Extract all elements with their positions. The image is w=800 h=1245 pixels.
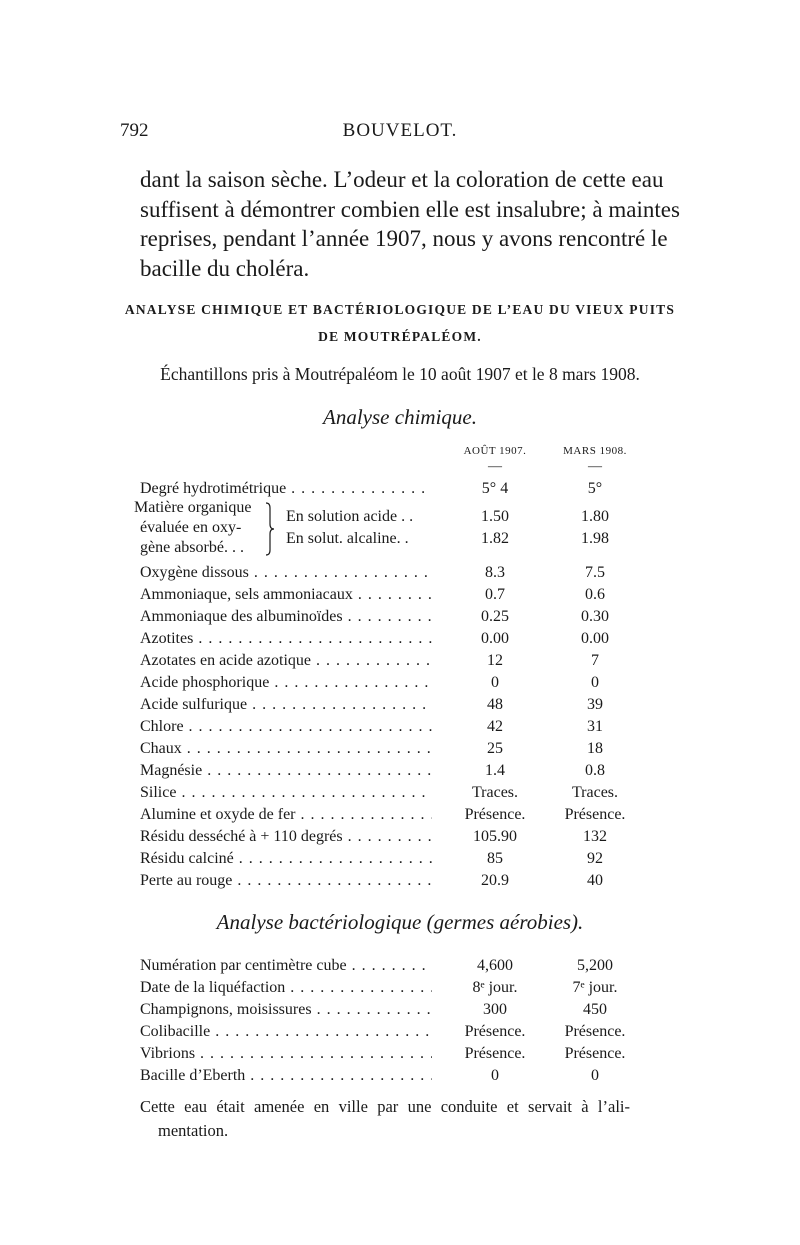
value-mars-1908: Traces. xyxy=(571,784,619,801)
intro-line: suffisent à démontrer combien elle est insalubre; à maintes xyxy=(140,196,680,222)
page-number: 792 xyxy=(120,120,149,141)
table-row xyxy=(140,870,630,891)
table-row xyxy=(140,606,630,627)
organic-label-line: Matière organique xyxy=(134,499,252,516)
row-label: Résidu calciné . . . xyxy=(140,848,432,869)
row-label: Colibacille . . . xyxy=(140,1021,432,1042)
value-aout-1907: 48 xyxy=(487,696,503,713)
row-label: Chaux . . . xyxy=(140,738,432,759)
value-mars-1908: 0 xyxy=(591,674,599,691)
value-mars-1908: 0.30 xyxy=(581,608,609,625)
intro-paragraph xyxy=(140,165,680,283)
value-mars-1908: 92 xyxy=(587,850,603,867)
value-aout-1907: 8.3 xyxy=(485,564,505,581)
value-aout-1907: 1.50 xyxy=(481,508,509,525)
value-mars-1908: 1.80 xyxy=(581,508,609,525)
table-row xyxy=(140,977,630,998)
row-label: Perte au rouge . . . xyxy=(140,870,432,891)
value-aout-1907: 1.4 xyxy=(485,762,505,779)
row-label: Acide sulfurique . . . xyxy=(140,694,432,715)
section-heading-line2: DE MOUTRÉPALÉOM. xyxy=(318,329,482,344)
row-label: Alumine et oxyde de fer . . . xyxy=(140,804,432,825)
value-aout-1907: 42 xyxy=(487,718,503,735)
table-row xyxy=(140,628,630,649)
value-aout-1907: Traces. xyxy=(471,784,519,801)
value-mars-1908: Présence. xyxy=(564,1045,626,1062)
row-label: Résidu desséché à + 110 degrés . . . xyxy=(140,826,432,847)
value-aout-1907: 4,600 xyxy=(477,957,513,974)
table-row xyxy=(140,1021,630,1042)
value-mars-1908: 0.00 xyxy=(581,630,609,647)
row-label: Vibrions . . . xyxy=(140,1043,432,1064)
value-aout-1907: 0.25 xyxy=(481,608,509,625)
closing-note xyxy=(140,1095,630,1143)
value-mars-1908: 1.98 xyxy=(581,530,609,547)
value-mars-1908: 31 xyxy=(587,718,603,735)
row-label: Champignons, moisissures . . . xyxy=(140,999,432,1020)
running-title: BOUVELOT. xyxy=(342,120,458,141)
value-mars-1908: 7.5 xyxy=(585,564,605,581)
value-aout-1907: 105.90 xyxy=(473,828,517,845)
row-label: Acide phosphorique . . . xyxy=(140,672,432,693)
value-mars-1908: 132 xyxy=(583,828,607,845)
value-mars-1908: Présence. xyxy=(564,1023,626,1040)
value-aout-1907: 5° 4 xyxy=(481,480,509,497)
table-row xyxy=(140,650,630,671)
value-mars-1908: 40 xyxy=(587,872,603,889)
row-label: Oxygène dissous . . . xyxy=(140,562,432,583)
closing-line: Cette eau était amenée en ville par une conduite et servait à l’ali- xyxy=(140,1097,630,1116)
chemical-analysis-title: Analyse chimique. xyxy=(323,405,477,429)
value-mars-1908: 7ᵉ jour. xyxy=(572,979,618,996)
table-row xyxy=(140,1065,630,1086)
value-mars-1908: 5° xyxy=(587,480,603,497)
value-aout-1907: 300 xyxy=(483,1001,507,1018)
organic-label-line: évaluée en oxy- xyxy=(140,519,242,536)
value-aout-1907: 0.7 xyxy=(485,586,505,603)
value-mars-1908: 0 xyxy=(591,1067,599,1084)
value-mars-1908: 18 xyxy=(587,740,603,757)
organic-matter-group xyxy=(134,498,630,560)
row-label: Numération par centimètre cube . . . xyxy=(140,955,432,976)
column-rule: — xyxy=(588,459,602,474)
row-label: Ammoniaque des albuminoïdes . . . xyxy=(140,606,432,627)
value-aout-1907: 0 xyxy=(491,1067,499,1084)
value-aout-1907: 25 xyxy=(487,740,503,757)
column-header-aout-1907: AOÛT 1907. xyxy=(463,445,527,457)
value-mars-1908: 7 xyxy=(591,652,599,669)
value-mars-1908: 39 xyxy=(587,696,603,713)
table-row xyxy=(140,584,630,605)
table-row xyxy=(140,955,630,976)
table-row xyxy=(140,1043,630,1064)
value-aout-1907: Présence. xyxy=(464,1045,526,1062)
row-label: Magnésie . . . xyxy=(140,760,432,781)
table-row xyxy=(140,804,630,825)
table-row xyxy=(140,848,630,869)
row-label: Bacille d’Eberth . . . xyxy=(140,1065,432,1086)
closing-line: mentation. xyxy=(158,1121,229,1140)
row-label: Chlore . . . xyxy=(140,716,432,737)
value-aout-1907: 12 xyxy=(487,652,503,669)
organic-sub-label: En solut. alcaline. . xyxy=(286,530,409,547)
row-label: Azotates en acide azotique . . . xyxy=(140,650,432,671)
value-mars-1908: 450 xyxy=(583,1001,607,1018)
value-mars-1908: Présence. xyxy=(564,806,626,823)
samples-note: Échantillons pris à Moutrépaléom le 10 août 1907 et le 8 mars 1908. xyxy=(160,364,640,384)
column-rule: — xyxy=(488,459,502,474)
value-aout-1907: 1.82 xyxy=(481,530,509,547)
organic-label-line: gène absorbé. . . xyxy=(140,539,244,556)
row-label: Degré hydrotimétrique . . . xyxy=(140,478,432,499)
brace-icon xyxy=(264,502,276,556)
column-header-mars-1908: MARS 1908. xyxy=(563,445,627,457)
value-aout-1907: 0 xyxy=(491,674,499,691)
row-label: Date de la liquéfaction . . . xyxy=(140,977,432,998)
table-row xyxy=(140,694,630,715)
value-mars-1908: 0.6 xyxy=(585,586,605,603)
section-heading-line1: ANALYSE CHIMIQUE ET BACTÉRIOLOGIQUE DE L’EAU DU VIEUX PUITS xyxy=(124,302,676,317)
organic-sub-label: En solution acide . . xyxy=(286,508,414,525)
table-row xyxy=(140,562,630,583)
table-row xyxy=(140,738,630,759)
table-row xyxy=(140,478,630,499)
table-row xyxy=(140,826,630,847)
value-aout-1907: Présence. xyxy=(464,1023,526,1040)
value-mars-1908: 5,200 xyxy=(577,957,613,974)
value-aout-1907: 0.00 xyxy=(481,630,509,647)
value-aout-1907: 20.9 xyxy=(481,872,509,889)
table-row xyxy=(140,782,630,803)
row-label: Silice . . . xyxy=(140,782,432,803)
row-label: Azotites . . . xyxy=(140,628,432,649)
value-aout-1907: 8ᵉ jour. xyxy=(472,979,518,996)
organic-matter-label xyxy=(134,498,260,558)
intro-line: dant la saison sèche. L’odeur et la coloration de cette eau xyxy=(140,167,664,192)
table-row xyxy=(140,716,630,737)
value-aout-1907: 85 xyxy=(487,850,503,867)
intro-line: reprises, pendant l’année 1907, nous y avons rencontré le xyxy=(140,226,668,251)
table-row xyxy=(140,760,630,781)
row-label: Ammoniaque, sels ammoniacaux . . . xyxy=(140,584,432,605)
bacteriological-analysis-title: Analyse bactériologique (germes aérobies). xyxy=(216,910,584,934)
value-mars-1908: 0.8 xyxy=(585,762,605,779)
table-row xyxy=(140,672,630,693)
table-row xyxy=(140,999,630,1020)
intro-line: bacille du choléra. xyxy=(140,255,310,281)
value-aout-1907: Présence. xyxy=(464,806,526,823)
